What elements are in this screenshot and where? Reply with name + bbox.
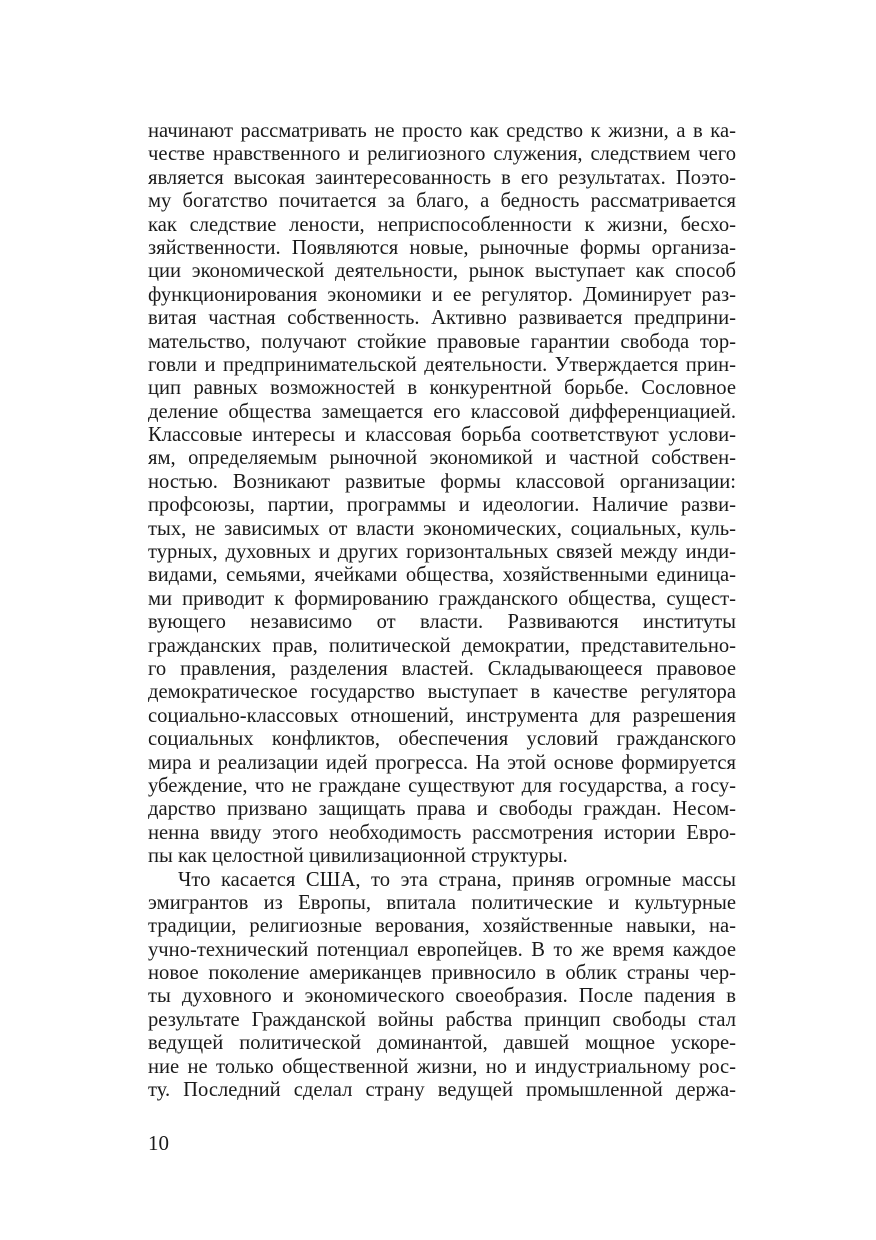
text-line: начинают рассматривать не просто как средство к жизни, а в ка- bbox=[148, 120, 736, 142]
text-line: мира и реализации идей прогресса. На этой основе формируется bbox=[148, 751, 736, 774]
text-line: ние не только общественной жизни, но и индустриальному рос- bbox=[148, 1055, 736, 1078]
text-line: новое поколение американцев привносило в облик страны чер- bbox=[148, 962, 736, 985]
text-line: как следствие лености, неприспособленности к жизни, бесхо- bbox=[148, 213, 736, 236]
text-line: социальных конфликтов, обеспечения условий гражданского bbox=[148, 728, 736, 751]
text-line: зяйственности. Появляются новые, рыночные формы организа- bbox=[148, 236, 736, 259]
text-line: тых, не зависимых от власти экономических, социальных, куль- bbox=[148, 517, 736, 540]
text-line: ненна ввиду этого необходимость рассмотрения истории Евро- bbox=[148, 821, 736, 844]
text-line: ции экономической деятельности, рынок выступает как способ bbox=[148, 260, 736, 283]
text-line: ведущей политической доминантой, давшей мощное ускоре- bbox=[148, 1032, 736, 1055]
text-line: видами, семьями, ячейками общества, хозяйственными единица- bbox=[148, 564, 736, 587]
text-line: ту. Последний сделал страну ведущей промышленной держа- bbox=[148, 1079, 736, 1102]
text-line: ми приводит к формированию гражданского общества, сущест- bbox=[148, 587, 736, 610]
text-line: Классовые интересы и классовая борьба соответствуют услови- bbox=[148, 424, 736, 447]
text-line: профсоюзы, партии, программы и идеологии. Наличие разви- bbox=[148, 494, 736, 517]
text-line: Что касается США, то эта страна, приняв огромные массы bbox=[178, 868, 736, 891]
text-line: учно-технический потенциал европейцев. В то же время каждое bbox=[148, 938, 736, 961]
text-line: вующего независимо от власти. Развиваются институты bbox=[148, 611, 736, 634]
text-line: витая частная собственность. Активно развивается предприни- bbox=[148, 307, 736, 330]
text-line: результате Гражданской войны рабства принцип свободы стал bbox=[148, 1008, 736, 1031]
text-line: функционирования экономики и ее регулятор. Доминирует раз- bbox=[148, 283, 736, 306]
text-line: ностью. Возникают развитые формы классовой организации: bbox=[148, 470, 736, 493]
text-line: ям, определяемым рыночной экономикой и частной собствен- bbox=[148, 447, 736, 470]
text-line: социально-классовых отношений, инструмента для разрешения bbox=[148, 704, 736, 727]
paragraph-2 bbox=[148, 869, 736, 1103]
text-line: деление общества замещается его классовой дифференциацией. bbox=[148, 400, 736, 423]
text-line: демократическое государство выступает в качестве регулятора bbox=[148, 681, 736, 704]
text-line: является высокая заинтересованность в его результатах. Поэто- bbox=[148, 166, 736, 189]
page-number: 10 bbox=[148, 1131, 169, 1155]
text-line: пы как целостной цивилизационной структуры. bbox=[148, 845, 568, 868]
text-line: эмигрантов из Европы, впитала политические и культурные bbox=[148, 891, 736, 914]
text-line: говли и предпринимательской деятельности. Утверждается прин- bbox=[148, 353, 736, 376]
text-line: честве нравственного и религиозного служения, следствием чего bbox=[148, 143, 736, 166]
text-line: го правления, разделения властей. Складывающееся правовое bbox=[148, 657, 736, 680]
body-text bbox=[148, 120, 736, 1102]
text-line: цип равных возможностей в конкурентной борьбе. Сословное bbox=[148, 377, 736, 400]
text-line: традиции, религиозные верования, хозяйственные навыки, на- bbox=[148, 915, 736, 938]
paragraph-1 bbox=[148, 120, 736, 869]
text-line: гражданских прав, политической демократии, представительно- bbox=[148, 634, 736, 657]
text-line: турных, духовных и других горизонтальных связей между инди- bbox=[148, 541, 736, 564]
text-line: мательство, получают стойкие правовые гарантии свобода тор- bbox=[148, 330, 736, 353]
text-line: дарство призвано защищать права и свободы граждан. Несом- bbox=[148, 798, 736, 821]
text-line: убеждение, что не граждане существуют для государства, а госу- bbox=[148, 774, 736, 797]
text-line: му богатство почитается за благо, а бедность рассматривается bbox=[148, 190, 736, 213]
text-line: ты духовного и экономического своеобразия. После падения в bbox=[148, 985, 736, 1008]
